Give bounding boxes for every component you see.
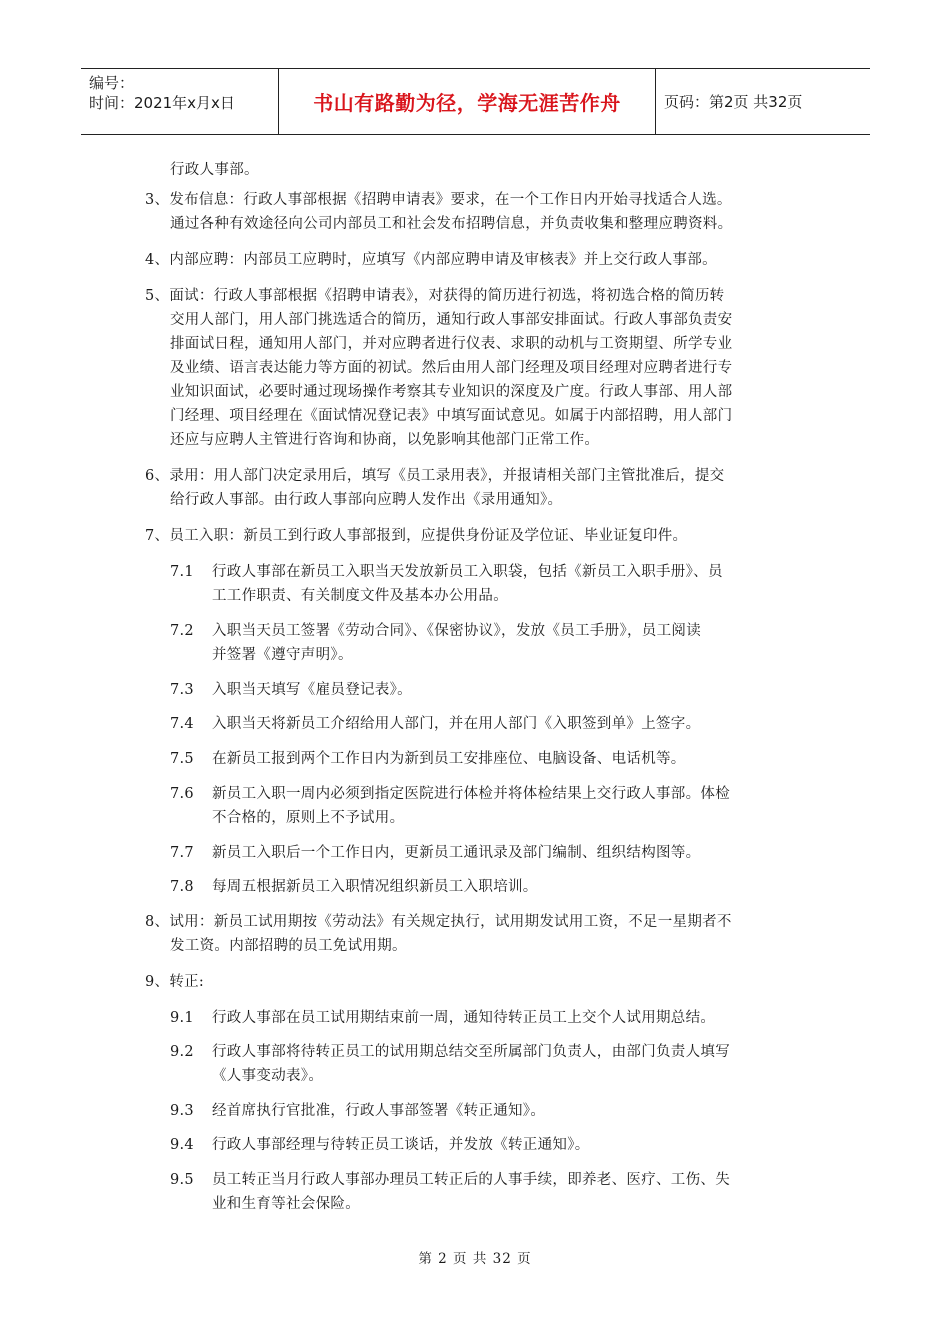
- body-line: 排面试日程，通知用人部门，并对应聘者进行仪表、求职的动机与工资期望、所学专业: [170, 336, 733, 352]
- body-line: 门经理、项目经理在《面试情况登记表》中填写面试意见。如属于内部招聘，用人部门: [170, 408, 733, 424]
- item-7-onboarding: 7、员工入职：新员工到行政人事部报到，应提供身份证及学位证、毕业证复印件。: [145, 528, 688, 544]
- subitem-text: 员工转正当月行政人事部办理员工转正后的人事手续，即养老、医疗、工伤、失: [212, 1172, 730, 1188]
- subitem-number: 7.7: [170, 845, 194, 861]
- subitem-number: 9.5: [170, 1172, 194, 1188]
- body-line: 交用人部门，用人部门挑选适合的简历，通知行政人事部安排面试。行政人事部负责安: [170, 312, 733, 328]
- subitem-text: 入职当天将新员工介绍给用人部门，并在用人部门《入职签到单》上签字。: [212, 716, 701, 732]
- subitem-number: 9.2: [170, 1044, 194, 1060]
- subitem-text: 行政人事部将待转正员工的试用期总结交至所属部门负责人，由部门负责人填写: [212, 1044, 730, 1060]
- subitem-number: 7.4: [170, 716, 194, 732]
- item-3-publish: 3、发布信息：行政人事部根据《招聘申请表》要求，在一个工作日内开始寻找适合人选。: [145, 192, 732, 208]
- subitem-number: 9.3: [170, 1103, 194, 1119]
- header-meta: [81, 69, 279, 134]
- subitem-number: 7.3: [170, 682, 194, 698]
- body-line: 通过各种有效途径向公司内部员工和社会发布招聘信息，并负责收集和整理应聘资料。: [170, 216, 733, 232]
- subitem-text: 每周五根据新员工入职情况组织新员工入职培训。: [212, 879, 538, 895]
- body-line: 不合格的，原则上不予试用。: [212, 810, 405, 826]
- body-line: 行政人事部。: [170, 162, 259, 178]
- body-line: 并签署《遵守声明》。: [212, 647, 353, 663]
- subitem-number: 7.6: [170, 786, 194, 802]
- body-line: 业知识面试，必要时通过现场操作考察其专业知识的深度及广度。行政人事部、用人部: [170, 384, 733, 400]
- subitem-number: 9.1: [170, 1010, 194, 1026]
- item-9-regularization: 9、转正:: [145, 974, 205, 990]
- header-page-label: 页码：第2页 共32页: [664, 93, 803, 111]
- body-line: 《人事变动表》。: [212, 1068, 324, 1084]
- subitem-text: 入职当天填写《雇员登记表》。: [212, 682, 412, 698]
- body-line: 给行政人事部。由行政人事部向应聘人发作出《录用通知》。: [170, 492, 563, 508]
- item-8-probation: 8、试用：新员工试用期按《劳动法》有关规定执行，试用期发试用工资，不足一星期者不: [145, 914, 732, 930]
- header-slogan: 书山有路勤为径，学海无涯苦作舟: [279, 69, 656, 134]
- subitem-text: 行政人事部在员工试用期结束前一周，通知待转正员工上交个人试用期总结。: [212, 1010, 716, 1026]
- item-4-internal: 4、内部应聘：内部员工应聘时，应填写《内部应聘申请及审核表》并上交行政人事部。: [145, 252, 717, 268]
- subitem-text: 入职当天员工签署《劳动合同》、《保密协议》，发放《员工手册》，员工阅读: [212, 623, 701, 639]
- subitem-text: 行政人事部经理与待转正员工谈话，并发放《转正通知》。: [212, 1137, 590, 1153]
- document-number-label: 编号：: [89, 74, 135, 92]
- subitem-text: 经首席执行官批准，行政人事部签署《转正通知》。: [212, 1103, 546, 1119]
- body-line: 工工作职责、有关制度文件及基本办公用品。: [212, 588, 508, 604]
- subitem-number: 7.5: [170, 751, 194, 767]
- body-line: 及业绩、语言表达能力等方面的初试。然后由用人部门经理及项目经理对应聘者进行专: [170, 360, 733, 376]
- subitem-text: 行政人事部在新员工入职当天发放新员工入职袋，包括《新员工入职手册》、员: [212, 564, 723, 580]
- subitem-text: 新员工入职后一个工作日内，更新员工通讯录及部门编制、组织结构图等。: [212, 845, 701, 861]
- body-line: 业和生育等社会保险。: [212, 1196, 360, 1212]
- document-time-label: 时间：2021年x月x日: [89, 94, 235, 112]
- body-line: 还应与应聘人主管进行咨询和协商，以免影响其他部门正常工作。: [170, 432, 600, 448]
- subitem-number: 7.1: [170, 564, 194, 580]
- subitem-text: 新员工入职一周内必须到指定医院进行体检并将体检结果上交行政人事部。体检: [212, 786, 730, 802]
- subitem-number: 7.8: [170, 879, 194, 895]
- item-5-interview: 5、面试：行政人事部根据《招聘申请表》，对获得的简历进行初选，将初选合格的简历转: [145, 288, 725, 304]
- page-header: [81, 68, 870, 135]
- subitem-number: 9.4: [170, 1137, 194, 1153]
- body-line: 发工资。内部招聘的员工免试用期。: [170, 938, 407, 954]
- subitem-text: 在新员工报到两个工作日内为新到员工安排座位、电脑设备、电话机等。: [212, 751, 686, 767]
- page-footer: 第 2 页 共 32 页: [418, 1251, 532, 1267]
- item-6-hire: 6、录用：用人部门决定录用后，填写《员工录用表》，并报请相关部门主管批准后，提交: [145, 468, 725, 484]
- subitem-number: 7.2: [170, 623, 194, 639]
